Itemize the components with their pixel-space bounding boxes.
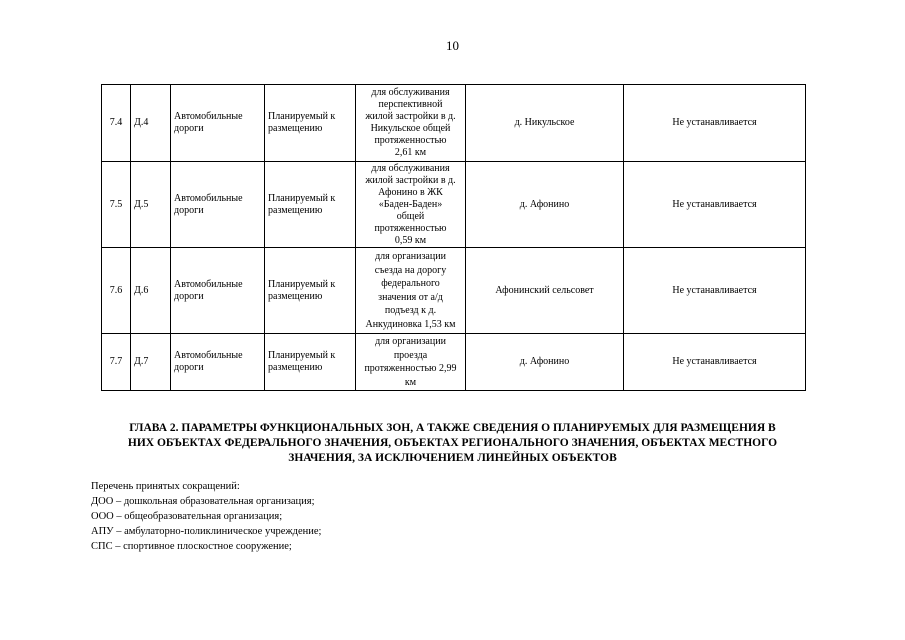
description-line: для обслуживания [371, 87, 450, 98]
objects-table [101, 84, 806, 391]
object-zone: Не устанавливается [624, 162, 806, 248]
object-status: Планируемый к размещению [265, 85, 356, 162]
abbreviations-list [91, 479, 321, 554]
object-location: д. Афонино [466, 334, 624, 391]
object-code: Д.7 [131, 334, 171, 391]
description-line: 0,59 км [394, 234, 427, 246]
description-line: Никульское общей [370, 123, 451, 134]
description-line: протяженностью [374, 135, 447, 146]
object-type: Автомобильные дороги [171, 248, 265, 334]
table-body [102, 85, 806, 391]
object-description [356, 162, 466, 248]
object-code: Д.4 [131, 85, 171, 162]
description-line: Афонино в ЖК [378, 186, 443, 198]
description-line: 2,61 км [394, 147, 427, 158]
object-description [356, 334, 466, 391]
object-description [356, 85, 466, 162]
chapter-heading-line: НИХ ОБЪЕКТАХ ФЕДЕРАЛЬНОГО ЗНАЧЕНИЯ, ОБЪЕКТАХ РЕГИОНАЛЬНОГО ЗНАЧЕНИЯ, ОБЪЕКТАХ МЕСТНОГО [127, 437, 778, 449]
row-number: 7.6 [102, 248, 131, 334]
abbreviation-item: СПС – спортивное плоскостное сооружение; [91, 541, 292, 552]
description-line: протяженностью 2,99 [364, 363, 457, 374]
object-type: Автомобильные дороги [171, 334, 265, 391]
description-line: жилой застройки в д. [365, 111, 456, 122]
description-line: Анкудиновка 1,53 км [365, 318, 456, 330]
table-row [102, 162, 806, 248]
description-line: перспективной [378, 99, 443, 110]
object-type: Автомобильные дороги [171, 85, 265, 162]
page-number: 10 [446, 38, 459, 53]
description-line: жилой застройки в д. [365, 174, 456, 186]
object-code: Д.5 [131, 162, 171, 248]
object-location: Афонинский сельсовет [466, 248, 624, 334]
chapter-heading-line: ГЛАВА 2. ПАРАМЕТРЫ ФУНКЦИОНАЛЬНЫХ ЗОН, А ТАКЖЕ СВЕДЕНИЯ О ПЛАНИРУЕМЫХ ДЛЯ РАЗМЕЩЕНИЯ В [129, 422, 776, 434]
abbreviation-item: АПУ – амбулаторно-поликлиническое учреждение; [91, 526, 322, 537]
table-row [102, 334, 806, 391]
object-status: Планируемый к размещению [265, 334, 356, 391]
object-description [356, 248, 466, 334]
description-line: подъезд к д. [384, 305, 437, 316]
description-line: значения от а/д [378, 291, 443, 303]
description-line: общей [396, 210, 425, 222]
object-zone: Не устанавливается [624, 248, 806, 334]
description-line: «Баден-Баден» [378, 198, 443, 210]
object-zone: Не устанавливается [624, 334, 806, 391]
object-location: д. Афонино [466, 162, 624, 248]
description-line: для обслуживания [371, 162, 450, 174]
object-type: Автомобильные дороги [171, 162, 265, 248]
chapter-heading [60, 421, 845, 466]
object-zone: Не устанавливается [624, 85, 806, 162]
abbreviation-item: ООО – общеобразовательная организация; [91, 511, 283, 522]
object-location: д. Никульское [466, 85, 624, 162]
description-line: федерального [381, 278, 440, 289]
row-number: 7.4 [102, 85, 131, 162]
description-line: протяженностью [374, 222, 447, 234]
object-code: Д.6 [131, 248, 171, 334]
description-line: съезда на дорогу [374, 264, 447, 276]
abbreviations-title: Перечень принятых сокращений: [91, 481, 240, 492]
description-line: проезда [393, 349, 428, 361]
row-number: 7.7 [102, 334, 131, 391]
description-line: км [404, 376, 417, 388]
description-line: для организации [375, 251, 446, 262]
abbreviation-item: ДОО – дошкольная образовательная организация; [91, 496, 315, 507]
object-status: Планируемый к размещению [265, 248, 356, 334]
chapter-heading-line: ЗНАЧЕНИЯ, ЗА ИСКЛЮЧЕНИЕМ ЛИНЕЙНЫХ ОБЪЕКТОВ [288, 452, 617, 464]
row-number: 7.5 [102, 162, 131, 248]
table-row [102, 85, 806, 162]
table-row [102, 248, 806, 334]
object-status: Планируемый к размещению [265, 162, 356, 248]
description-line: для организации [375, 336, 446, 347]
